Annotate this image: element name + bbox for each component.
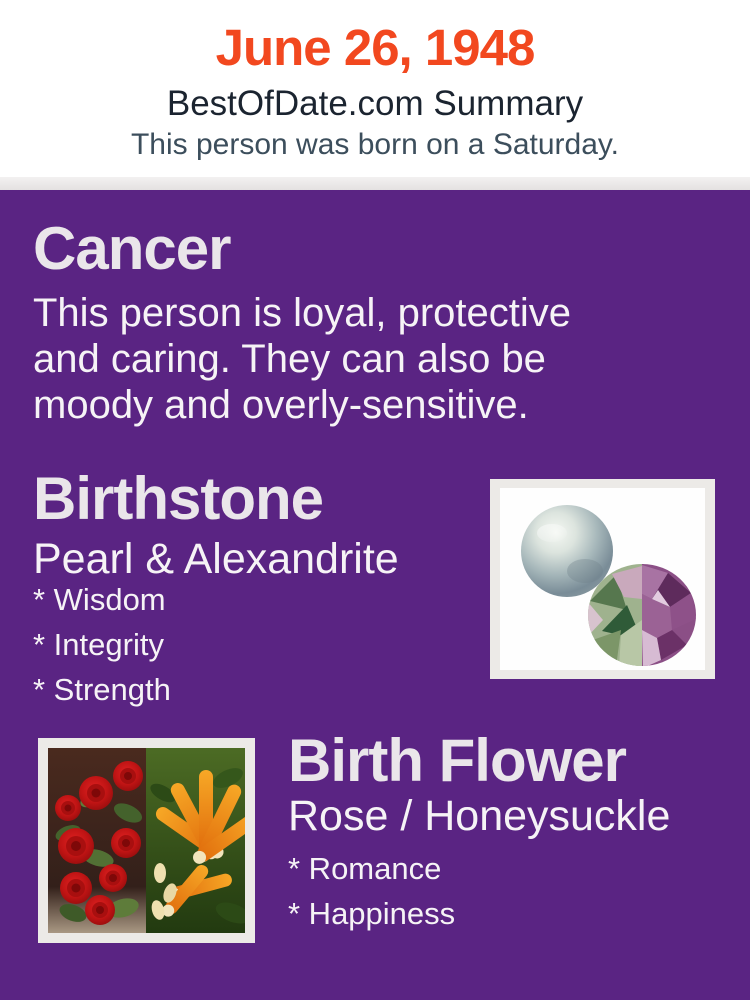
rose-photo-half: [48, 748, 146, 933]
birthstone-trait: * Strength: [33, 672, 171, 707]
birthstone-trait-list: [33, 582, 171, 717]
header: [0, 0, 750, 177]
zodiac-sign-title: Cancer: [33, 215, 231, 282]
pearl-graphic: [521, 505, 613, 597]
birth-flower-title: Birth Flower: [288, 727, 627, 794]
birth-flower-image: [38, 738, 255, 943]
details-panel: [0, 190, 750, 1000]
birthstone-title: Birthstone: [33, 465, 323, 532]
birthstone-trait: * Wisdom: [33, 582, 166, 617]
birth-flower-trait: * Romance: [288, 851, 442, 886]
zodiac-description: [33, 290, 571, 428]
birthstone-trait: * Integrity: [33, 627, 164, 662]
honeysuckle-photo-half: [146, 748, 255, 933]
zodiac-description-line: This person is loyal, protective: [33, 291, 572, 335]
birthstone-names: Pearl & Alexandrite: [33, 535, 399, 583]
page-title-date: June 26, 1948: [215, 19, 535, 76]
birthstone-image: [490, 479, 715, 679]
zodiac-description-line: and caring. They can also be: [33, 337, 546, 381]
pearl-and-alexandrite-icon: [490, 479, 715, 679]
zodiac-description-line: moody and overly-sensitive.: [33, 383, 529, 427]
birth-flower-trait: * Happiness: [288, 896, 456, 931]
birth-flower-names: Rose / Honeysuckle: [288, 792, 671, 840]
rose-and-honeysuckle-icon: [38, 738, 255, 943]
birth-flower-trait-list: [288, 851, 455, 941]
born-on-day-line: This person was born on a Saturday.: [130, 128, 620, 161]
site-summary-title: BestOfDate.com Summary: [166, 84, 584, 123]
divider-strip: [0, 177, 750, 190]
